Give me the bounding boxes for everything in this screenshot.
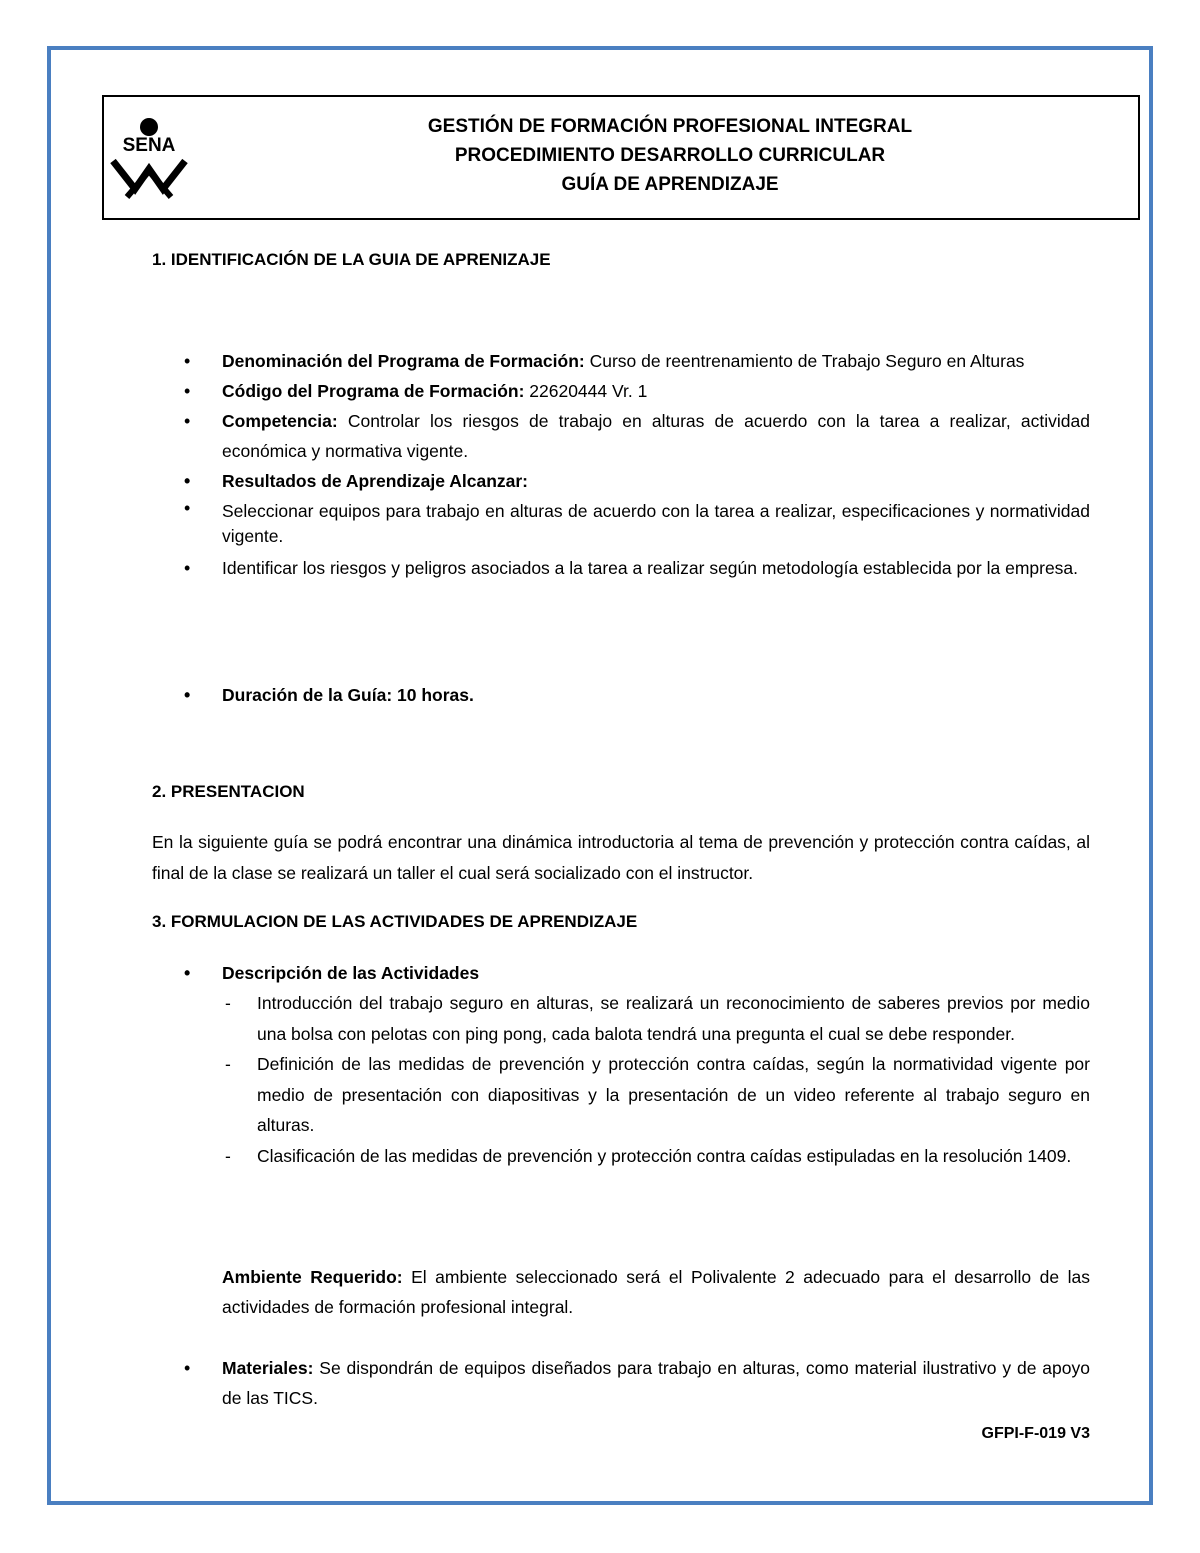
sena-logo: [105, 115, 195, 203]
duracion-list: [222, 680, 1090, 710]
resultados-label: • Resultados de Aprendizaje Alcanzar:: [222, 466, 1090, 496]
section-2-title: 2. PRESENTACION: [152, 782, 305, 801]
duracion: • Duración de la Guía: 10 horas.: [222, 680, 1090, 710]
actividad-2: - Definición de las medidas de prevención y protección contra caídas, según la normatividad vigente por medio de presentación con diapositivas y la presentación de un video referente al trabajo seguro en alturas.: [257, 1049, 1090, 1141]
activities-list: [257, 988, 1090, 1171]
materiales-label: Materiales:: [222, 1358, 314, 1378]
footer-code: GFPI-F-019 V3: [981, 1425, 1090, 1442]
section-3-title: 3. FORMULACION DE LAS ACTIVIDADES DE APRENDIZAJE: [152, 912, 638, 931]
section-1-title: 1. IDENTIFICACIÓN DE LA GUIA DE APRENIZAJE: [152, 250, 551, 269]
codigo-value: 22620444 Vr. 1: [524, 381, 648, 401]
actividad-1: - Introducción del trabajo seguro en alturas, se realizará un reconocimiento de saberes previos por medio una bolsa con pelotas con ping pong, cada balota tendrá una pregunta el cual se debe responder.: [257, 988, 1090, 1049]
ambiente-value: El ambiente seleccionado será el Polivalente 2 adecuado para el desarrollo de las actividades de formación profesional integral.: [222, 1267, 1090, 1317]
ambiente-requerido: [222, 1262, 1090, 1322]
resultado-1: • Seleccionar equipos para trabajo en alturas de acuerdo con la tarea a realizar, especificaciones y normatividad vigente.: [222, 496, 1090, 553]
header-line-1: GESTIÓN DE FORMACIÓN PROFESIONAL INTEGRAL: [427, 116, 913, 137]
header-line-2: PROCEDIMIENTO DESARROLLO CURRICULAR: [454, 145, 886, 166]
descripcion-list: [222, 958, 1090, 988]
header-titles: [200, 112, 1140, 199]
denominacion-label: Denominación del Programa de Formación:: [222, 351, 585, 371]
denominacion-value: Curso de reentrenamiento de Trabajo Seguro en Alturas: [584, 351, 1025, 371]
list-item: [222, 406, 1090, 466]
competencia-value: Controlar los riesgos de trabajo en alturas de acuerdo con la tarea a realizar, actividad económica y normativa vigente.: [222, 411, 1090, 461]
materiales-list: [222, 1353, 1090, 1413]
identification-list: [222, 346, 1090, 583]
list-item: [222, 1353, 1090, 1413]
header-line-3: GUÍA DE APRENDIZAJE: [561, 174, 779, 195]
competencia-label: Competencia:: [222, 411, 338, 431]
logo-text: SENA: [122, 135, 176, 156]
descripcion-label: • Descripción de las Actividades: [222, 958, 1090, 988]
ambiente-label: Ambiente Requerido:: [222, 1267, 403, 1287]
presentacion-text: En la siguiente guía se podrá encontrar una dinámica introductoria al tema de prevención y protección contra caídas, al final de la clase se realizará un taller el cual será socializado con el instructor.: [152, 832, 1090, 883]
list-item: [222, 376, 1090, 406]
resultado-2: • Identificar los riesgos y peligros asociados a la tarea a realizar según metodología establecida por la empresa.: [222, 553, 1090, 583]
codigo-label: Código del Programa de Formación:: [222, 381, 525, 401]
materiales-value: Se dispondrán de equipos diseñados para trabajo en alturas, como material ilustrativo y de apoyo de las TICS.: [222, 1358, 1090, 1408]
list-item: [222, 346, 1090, 376]
actividad-3: - Clasificación de las medidas de prevención y protección contra caídas estipuladas en la resolución 1409.: [257, 1141, 1090, 1172]
